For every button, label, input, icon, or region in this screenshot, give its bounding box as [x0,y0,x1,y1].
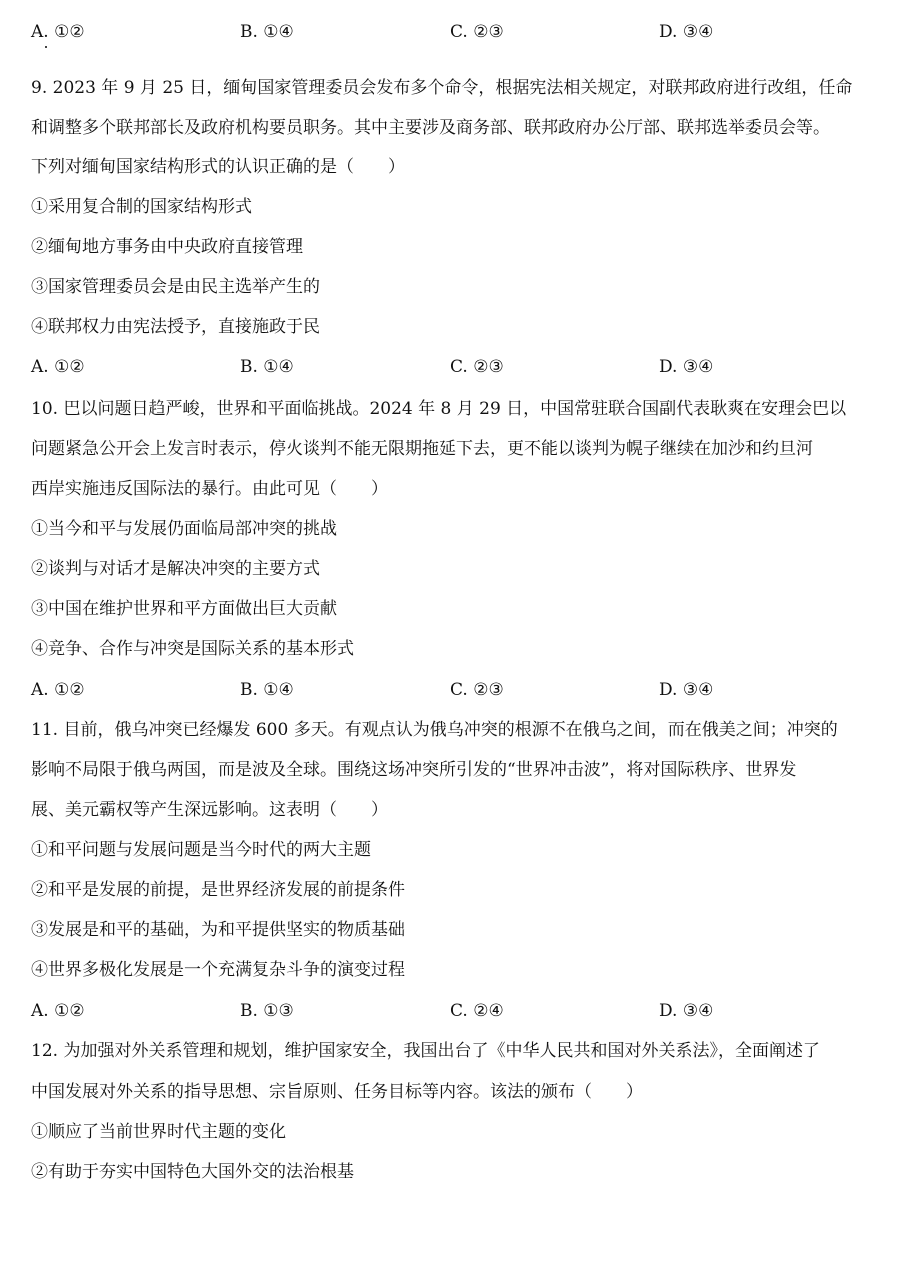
option-c: C. ②③ [450,680,504,700]
option-b: B. ①③ [240,1001,294,1021]
q12-item-2: ②有助于夯实中国特色大国外交的法治根基 [31,1162,354,1182]
q10-options-row [31,679,881,701]
q9-item-2: ②缅甸地方事务由中央政府直接管理 [31,237,303,257]
q11-item-4: ④世界多极化发展是一个充满复杂斗争的演变过程 [31,960,405,980]
q11-stem-line-1: 11. 目前，俄乌冲突已经爆发 600 多天。有观点认为俄乌冲突的根源不在俄乌之间，而在俄美之间；冲突的 [31,720,838,740]
option-b: B. ①④ [240,680,294,700]
q12-stem-line-2: 中国发展对外关系的指导思想、宗旨原则、任务目标等内容。该法的颁布（ ） [31,1082,643,1102]
option-b: B. ①④ [240,22,294,42]
q9-stem-line-3: 下列对缅甸国家结构形式的认识正确的是（ ） [31,157,405,177]
q11-item-1: ①和平问题与发展问题是当今时代的两大主题 [31,840,371,860]
q10-stem-line-3: 西岸实施违反国际法的暴行。由此可见（ ） [31,479,388,499]
q12-item-1: ①顺应了当前世界时代主题的变化 [31,1122,286,1142]
q10-item-1: ①当今和平与发展仍面临局部冲突的挑战 [31,519,337,539]
q9-stem-line-1: 9. 2023 年 9 月 25 日，缅甸国家管理委员会发布多个命令，根据宪法相关规定，对联邦政府进行改组，任命 [31,78,853,98]
option-c: C. ②③ [450,357,504,377]
q9-item-3: ③国家管理委员会是由民主选举产生的 [31,277,320,297]
q11-item-3: ③发展是和平的基础，为和平提供坚实的物质基础 [31,920,405,940]
q10-stem-line-2: 问题紧急公开会上发言时表示，停火谈判不能无限期拖延下去，更不能以谈判为幌子继续在加沙和约旦河 [31,439,813,459]
option-d: D. ③④ [659,357,714,377]
option-d: D. ③④ [659,22,714,42]
q11-stem-line-2: 影响不局限于俄乌两国，而是波及全球。围绕这场冲突所引发的“世界冲击波”，将对国际秩序、世界发 [31,760,797,780]
option-c: C. ②④ [450,1001,504,1021]
option-a: A. ①② [31,22,85,42]
q9-stem-line-2: 和调整多个联邦部长及政府机构要员职务。其中主要涉及商务部、联邦政府办公厅部、联邦选举委员会等。 [31,118,830,138]
q10-stem-line-1: 10. 巴以问题日趋严峻，世界和平面临挑战。2024 年 8 月 29 日，中国常驻联合国副代表耿爽在安理会巴以 [31,399,847,419]
q11-stem-line-3: 展、美元霸权等产生深远影响。这表明（ ） [31,800,388,820]
q8-options-row [31,21,881,43]
option-d: D. ③④ [659,1001,714,1021]
q9-options-row [31,356,881,378]
q11-item-2: ②和平是发展的前提，是世界经济发展的前提条件 [31,880,405,900]
option-d: D. ③④ [659,680,714,700]
stray-mark [45,46,47,48]
q9-item-4: ④联邦权力由宪法授予，直接施政于民 [31,317,320,337]
option-a: A. ①② [31,357,85,377]
q12-stem-line-1: 12. 为加强对外关系管理和规划，维护国家安全，我国出台了《中华人民共和国对外关系法》，全面阐述了 [31,1041,820,1061]
q10-item-3: ③中国在维护世界和平方面做出巨大贡献 [31,599,337,619]
option-b: B. ①④ [240,357,294,377]
q10-item-2: ②谈判与对话才是解决冲突的主要方式 [31,559,320,579]
q11-options-row [31,1000,881,1022]
option-a: A. ①② [31,1001,85,1021]
q9-item-1: ①采用复合制的国家结构形式 [31,197,252,217]
option-a: A. ①② [31,680,85,700]
q10-item-4: ④竞争、合作与冲突是国际关系的基本形式 [31,639,354,659]
option-c: C. ②③ [450,22,504,42]
